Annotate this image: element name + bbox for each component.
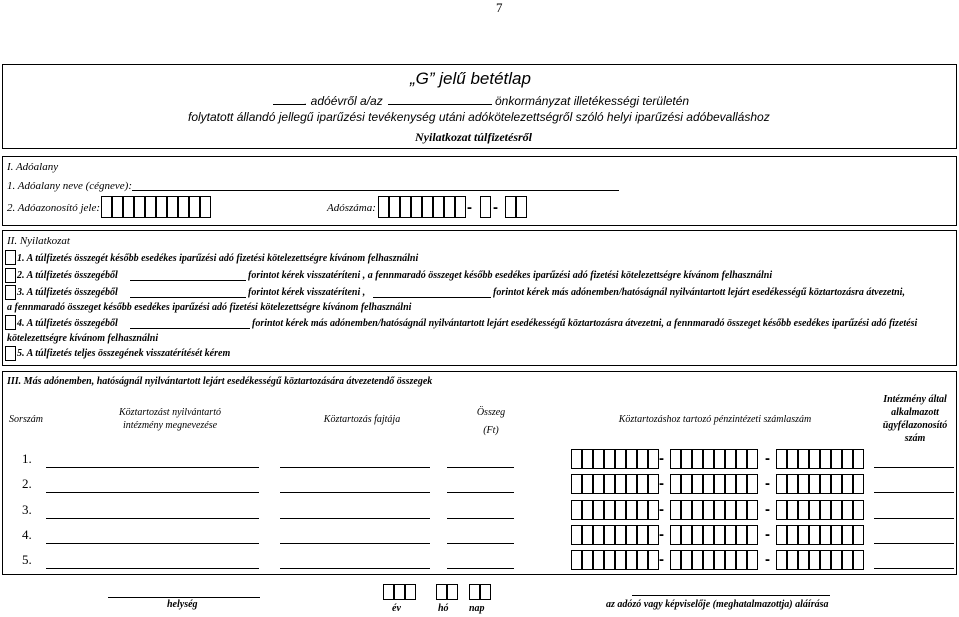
account-digit-cell[interactable] [637,500,648,520]
account-digit-cell[interactable] [681,500,692,520]
debt-type-field[interactable] [280,467,430,468]
option2-amount-field[interactable] [130,280,246,281]
option3-text-a: 3. A túlfizetés összegéből [17,287,118,298]
taxnum-digit-cell[interactable] [505,196,516,218]
account-digit-cell[interactable] [725,474,736,494]
account-digit-cell[interactable] [670,525,681,545]
account-digit-cell[interactable] [626,525,637,545]
account-digit-cell[interactable] [725,525,736,545]
account-digit-cell[interactable] [692,500,703,520]
col-header-sorszam: Sorszám [9,414,43,425]
year-digit-cell[interactable] [405,584,416,600]
account-digit-cell[interactable] [637,525,648,545]
account-digit-cell[interactable] [725,500,736,520]
amount-field[interactable] [447,543,514,544]
account-digit-cell[interactable] [593,449,604,469]
account-digit-cell[interactable] [714,525,725,545]
account-digit-cell[interactable] [736,550,747,570]
table-row-number: 4. [22,527,32,542]
account-dash-2: - [765,475,770,492]
account-digit-cell[interactable] [747,550,758,570]
account-digit-cell[interactable] [798,449,809,469]
option4-checkbox[interactable] [5,315,16,330]
header-line2: folytatott állandó jellegű iparűzési tevékenység utáni adókötelezettségről szóló helyi iparűzési adóbevalláshoz [188,110,770,124]
account-digit-cell[interactable] [798,500,809,520]
account-dash-1: - [659,526,664,543]
account-digit-cell[interactable] [776,500,787,520]
account-digit-cell[interactable] [842,474,853,494]
account-digit-cell[interactable] [809,449,820,469]
signature-line[interactable] [632,595,830,596]
account-digit-cell[interactable] [571,525,582,545]
taxid-label: 2. Adóazonosító jele: [7,202,100,214]
taxid-digit-cell[interactable] [145,196,156,218]
account-digit-cell[interactable] [703,550,714,570]
year-digit-cell[interactable] [394,584,405,600]
client-id-field[interactable] [874,518,954,519]
col-header-szamlaszam: Köztartozáshoz tartozó pénzintézeti számlaszám [618,414,812,425]
account-digit-cell[interactable] [626,474,637,494]
account-digit-cell[interactable] [681,525,692,545]
taxid-digit-cell[interactable] [123,196,134,218]
account-dash-2: - [765,526,770,543]
account-digit-cell[interactable] [787,474,798,494]
option2-text-b: forintot kérek visszatéríteni , a fennmaradó összeget később esedékes iparűzési adó fizetési kötelezettségre kívánom felhasználni [248,270,773,281]
account-digit-cell[interactable] [604,474,615,494]
option5-text: 5. A túlfizetés teljes összegének visszatérítését kérem [17,348,231,359]
taxpayer-name-field[interactable] [132,190,619,191]
account-digit-cell[interactable] [604,550,615,570]
account-dash-1: - [659,450,664,467]
day-digit-cell[interactable] [480,584,491,600]
section2-frame [2,230,957,366]
account-digit-cell[interactable] [831,474,842,494]
section3-heading: III. Más adónemben, hatóságnál nyilvántartott lejárt esedékességű köztartozására átvezetendő összegek [7,376,433,387]
institution-field[interactable] [46,467,259,468]
institution-field[interactable] [46,568,259,569]
taxnum-digit-cell[interactable] [422,196,433,218]
account-digit-cell[interactable] [637,474,648,494]
account-digit-cell[interactable] [615,449,626,469]
option4-text-b: forintot kérek más adónemben/hatóságnál nyilvántartott lejárt esedékességű köztartozásra átvezetni, a fennmaradó összeget később esedékes iparűzési adó fizetési [252,318,918,329]
account-digit-cell[interactable] [703,449,714,469]
table-row-number: 1. [22,451,32,466]
year-label: év [392,603,401,614]
account-digit-cell[interactable] [593,474,604,494]
taxnum-digit-cell[interactable] [389,196,400,218]
col-header-intezmeny-line1: Köztartozást nyilvántartó [119,407,221,418]
col-header-ugyfel-line1: Intézmény által [883,394,947,405]
debt-type-field[interactable] [280,568,430,569]
account-digit-cell[interactable] [831,550,842,570]
account-digit-cell[interactable] [853,550,864,570]
account-digit-cell[interactable] [648,525,659,545]
amount-field[interactable] [447,492,514,493]
account-digit-cell[interactable] [593,550,604,570]
account-digit-cell[interactable] [703,500,714,520]
taxid-digit-cell[interactable] [200,196,211,218]
account-digit-cell[interactable] [787,449,798,469]
taxnum-digit-cell[interactable] [411,196,422,218]
month-digit-cell[interactable] [447,584,458,600]
taxid-digit-cell[interactable] [112,196,123,218]
account-dash-2: - [765,501,770,518]
institution-field[interactable] [46,492,259,493]
taxnum-label: Adószáma: [327,202,376,214]
account-digit-cell[interactable] [820,500,831,520]
option3-transfer-field[interactable] [373,297,491,298]
account-digit-cell[interactable] [571,474,582,494]
debt-type-field[interactable] [280,492,430,493]
account-digit-cell[interactable] [725,449,736,469]
account-digit-cell[interactable] [842,500,853,520]
account-digit-cell[interactable] [820,474,831,494]
account-digit-cell[interactable] [842,550,853,570]
account-digit-cell[interactable] [820,550,831,570]
place-line[interactable] [108,597,260,598]
place-label: helység [167,599,198,610]
header-line3: Nyilatkozat túlfizetésről [415,130,532,144]
account-digit-cell[interactable] [831,500,842,520]
account-digit-cell[interactable] [670,550,681,570]
taxnum-dash-2: - [493,199,498,216]
account-digit-cell[interactable] [648,550,659,570]
account-digit-cell[interactable] [703,474,714,494]
col-header-osszeg-line2: (Ft) [483,425,499,436]
option4-text-a: 4. A túlfizetés összegéből [17,318,118,329]
account-digit-cell[interactable] [798,550,809,570]
account-digit-cell[interactable] [842,449,853,469]
account-digit-cell[interactable] [776,474,787,494]
account-digit-cell[interactable] [648,474,659,494]
account-digit-cell[interactable] [670,449,681,469]
month-label: hó [438,603,449,614]
form-title: „G” jelű betétlap [410,69,531,88]
municipality-blank [388,104,492,105]
account-digit-cell[interactable] [809,525,820,545]
account-digit-cell[interactable] [582,474,593,494]
option1-text: 1. A túlfizetés összegét később esedékes iparűzési adó fizetési kötelezettségre kívánom felhasználni [17,253,419,264]
account-digit-cell[interactable] [615,550,626,570]
option3-checkbox[interactable] [5,285,16,300]
option3-text-b: forintot kérek visszatéríteni , [248,287,366,298]
account-digit-cell[interactable] [809,550,820,570]
debt-type-field[interactable] [280,518,430,519]
account-digit-cell[interactable] [736,474,747,494]
account-digit-cell[interactable] [615,500,626,520]
account-dash-1: - [659,475,664,492]
col-header-ugyfel-line2: alkalmazott [891,407,939,418]
signature-label: az adózó vagy képviselője (meghatalmazottja) aláírása [606,599,829,610]
taxnum-digit-cell[interactable] [378,196,389,218]
taxid-digit-cell[interactable] [156,196,167,218]
taxpayer-name-label: 1. Adóalany neve (cégneve): [7,180,133,192]
account-digit-cell[interactable] [853,500,864,520]
account-digit-cell[interactable] [681,474,692,494]
account-digit-cell[interactable] [714,500,725,520]
section2-heading: II. Nyilatkozat [7,235,70,247]
account-digit-cell[interactable] [714,550,725,570]
table-row-number: 2. [22,476,32,491]
option3-refund-field[interactable] [130,297,246,298]
option2-checkbox[interactable] [5,268,16,283]
account-digit-cell[interactable] [820,449,831,469]
account-digit-cell[interactable] [571,449,582,469]
col-header-ugyfel-line4: szám [904,433,926,444]
debt-type-field[interactable] [280,543,430,544]
account-digit-cell[interactable] [571,500,582,520]
account-digit-cell[interactable] [736,525,747,545]
option2-text-a: 2. A túlfizetés összegéből [17,270,118,281]
account-digit-cell[interactable] [820,525,831,545]
client-id-field[interactable] [874,492,954,493]
account-digit-cell[interactable] [776,525,787,545]
col-header-osszeg [468,404,514,440]
account-digit-cell[interactable] [747,500,758,520]
account-digit-cell[interactable] [571,550,582,570]
account-digit-cell[interactable] [615,525,626,545]
taxnum-digit-cell[interactable] [516,196,527,218]
account-dash-1: - [659,501,664,518]
taxid-digit-cell[interactable] [167,196,178,218]
account-digit-cell[interactable] [626,449,637,469]
account-digit-cell[interactable] [626,500,637,520]
account-digit-cell[interactable] [842,525,853,545]
institution-field[interactable] [46,518,259,519]
account-digit-cell[interactable] [736,500,747,520]
taxid-digit-cell[interactable] [189,196,200,218]
account-digit-cell[interactable] [604,500,615,520]
account-dash-2: - [765,450,770,467]
account-digit-cell[interactable] [582,500,593,520]
table-row-number: 5. [22,552,32,567]
account-digit-cell[interactable] [637,449,648,469]
client-id-field[interactable] [874,543,954,544]
account-digit-cell[interactable] [670,474,681,494]
taxnum-digit-cell[interactable] [480,196,491,218]
account-digit-cell[interactable] [692,525,703,545]
account-digit-cell[interactable] [798,474,809,494]
account-digit-cell[interactable] [626,550,637,570]
taxnum-digit-cell[interactable] [455,196,466,218]
account-digit-cell[interactable] [776,550,787,570]
account-digit-cell[interactable] [776,449,787,469]
section1-heading: I. Adóalany [7,161,59,173]
taxnum-dash-1: - [467,199,472,216]
account-digit-cell[interactable] [703,525,714,545]
institution-field[interactable] [46,543,259,544]
month-digit-cell[interactable] [436,584,447,600]
amount-field[interactable] [447,467,514,468]
account-digit-cell[interactable] [809,474,820,494]
account-digit-cell[interactable] [681,449,692,469]
col-header-ugyfel [870,393,959,445]
account-digit-cell[interactable] [787,550,798,570]
account-digit-cell[interactable] [637,550,648,570]
account-digit-cell[interactable] [593,525,604,545]
account-digit-cell[interactable] [747,474,758,494]
account-digit-cell[interactable] [648,500,659,520]
page-number: 7 [496,0,503,15]
account-digit-cell[interactable] [648,449,659,469]
header-line1-b: önkormányzat illetékességi területén [495,94,690,108]
account-digit-cell[interactable] [853,525,864,545]
col-header-fajta: Köztartozás fajtája [323,414,401,425]
account-digit-cell[interactable] [725,550,736,570]
account-digit-cell[interactable] [809,500,820,520]
account-digit-cell[interactable] [787,500,798,520]
account-digit-cell[interactable] [747,525,758,545]
account-digit-cell[interactable] [670,500,681,520]
client-id-field[interactable] [874,467,954,468]
taxid-digit-cell[interactable] [101,196,112,218]
col-header-intezmeny-line2: intézmény megnevezése [122,420,218,431]
account-digit-cell[interactable] [853,449,864,469]
account-digit-cell[interactable] [582,550,593,570]
account-digit-cell[interactable] [604,449,615,469]
taxid-digit-cell[interactable] [134,196,145,218]
col-header-ugyfel-line3: ügyfélazonosító [882,420,948,431]
option5-checkbox[interactable] [5,346,16,361]
header-line1-a: . adóévről a/az [304,94,383,108]
taxnum-digit-cell[interactable] [400,196,411,218]
account-digit-cell[interactable] [604,525,615,545]
option3-text-d: a fennmaradó összeget később esedékes iparűzési adó fizetési kötelezettségre kívánom felhasználni [7,302,412,313]
account-digit-cell[interactable] [787,525,798,545]
account-digit-cell[interactable] [593,500,604,520]
option4-amount-field[interactable] [130,328,250,329]
account-digit-cell[interactable] [853,474,864,494]
account-digit-cell[interactable] [831,525,842,545]
day-label: nap [469,603,485,614]
amount-field[interactable] [447,568,514,569]
taxnum-digit-cell[interactable] [433,196,444,218]
account-digit-cell[interactable] [692,449,703,469]
account-digit-cell[interactable] [692,474,703,494]
account-dash-1: - [659,551,664,568]
client-id-field[interactable] [874,568,954,569]
table-row-number: 3. [22,502,32,517]
col-header-osszeg-line1: Összeg [476,407,506,418]
account-digit-cell[interactable] [714,449,725,469]
option3-text-c: forintot kérek más adónemben/hatóságnál nyilvántartott lejárt esedékességű köztartozásra átvezetni, [493,287,905,298]
day-digit-cell[interactable] [469,584,480,600]
option4-text-c: kötelezettségre kívánom felhasználni [7,333,159,344]
account-digit-cell[interactable] [681,550,692,570]
account-digit-cell[interactable] [582,449,593,469]
col-header-intezmeny [105,406,235,432]
year-digit-cell[interactable] [383,584,394,600]
account-digit-cell[interactable] [831,449,842,469]
option1-checkbox[interactable] [5,250,16,265]
taxnum-digit-cell[interactable] [444,196,455,218]
account-dash-2: - [765,551,770,568]
taxid-digit-cell[interactable] [178,196,189,218]
account-digit-cell[interactable] [747,449,758,469]
account-digit-cell[interactable] [714,474,725,494]
account-digit-cell[interactable] [615,474,626,494]
account-digit-cell[interactable] [692,550,703,570]
amount-field[interactable] [447,518,514,519]
account-digit-cell[interactable] [798,525,809,545]
account-digit-cell[interactable] [736,449,747,469]
account-digit-cell[interactable] [582,525,593,545]
year-blank [273,104,306,105]
